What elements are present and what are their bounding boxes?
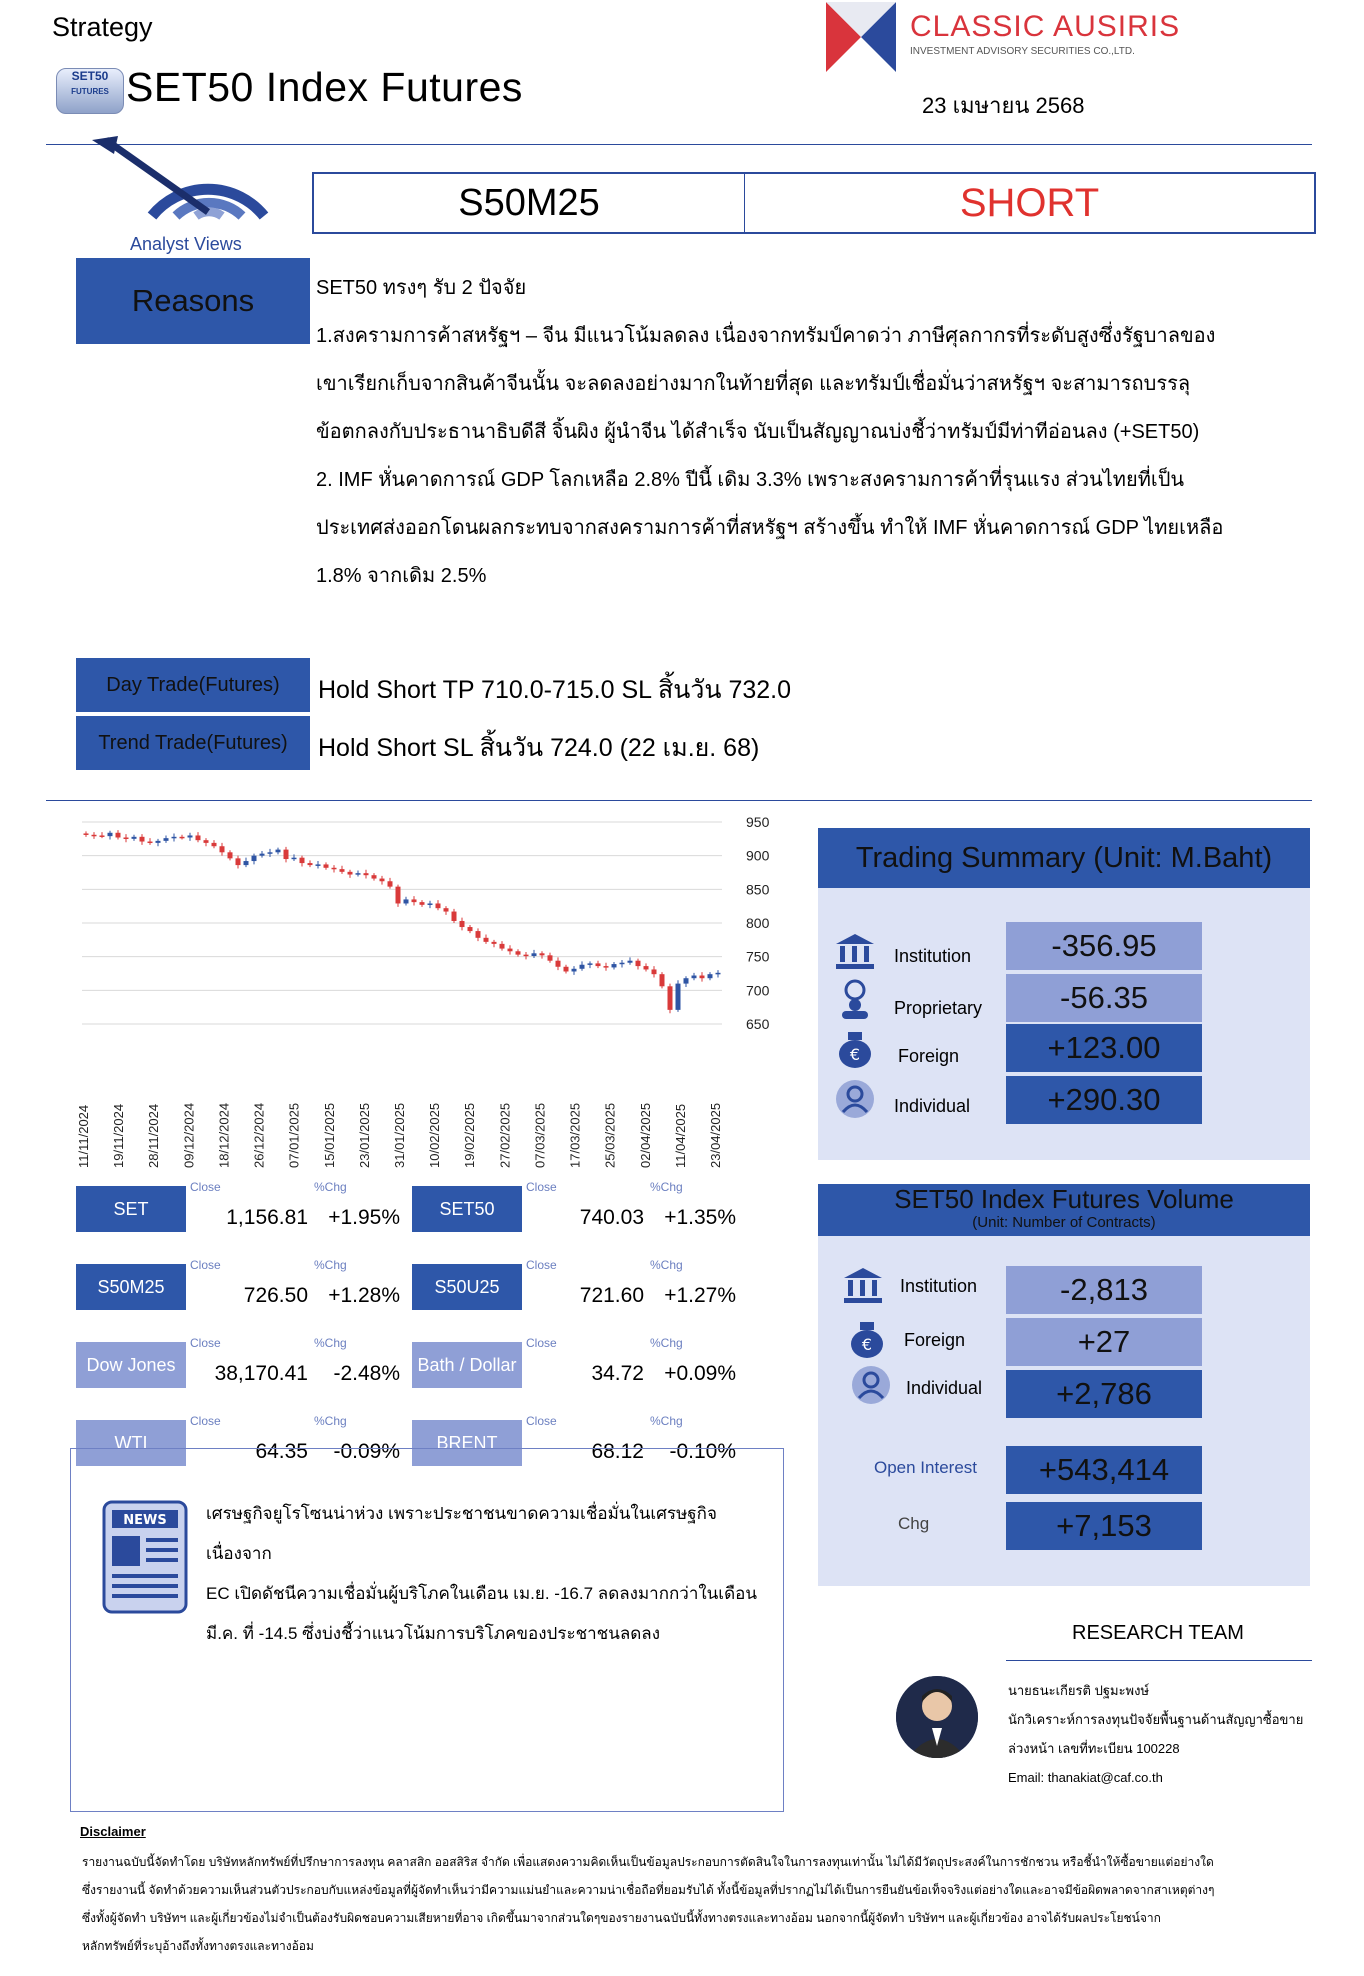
close-value: 64.35 bbox=[255, 1440, 308, 1463]
open-interest-value: +543,414 bbox=[1006, 1446, 1202, 1494]
market-name-brent: BRENT bbox=[412, 1420, 522, 1466]
candle-body bbox=[588, 963, 593, 965]
reason-line: 1.8% จากเดิม 2.5% bbox=[316, 565, 487, 587]
x-tick-label: 18/12/2024 bbox=[216, 1102, 232, 1168]
candle-body bbox=[308, 863, 313, 865]
market-name-s50u25: S50U25 bbox=[412, 1264, 522, 1310]
y-tick-label: 850 bbox=[746, 881, 770, 898]
oi-chg-label: Chg bbox=[898, 1514, 930, 1533]
candle-body bbox=[540, 953, 545, 955]
candle-body bbox=[116, 833, 121, 838]
trading-summary-panel bbox=[818, 828, 1310, 1160]
candle-body bbox=[380, 879, 385, 882]
x-tick-label: 07/03/2025 bbox=[532, 1102, 548, 1168]
logo-text: SET50 bbox=[71, 69, 109, 83]
candle-body bbox=[324, 864, 329, 867]
candle-body bbox=[156, 841, 161, 843]
reason-line: SET50 ทรงๆ รับ 2 ปัจจัย bbox=[316, 277, 527, 299]
x-tick-label: 23/01/2025 bbox=[356, 1102, 372, 1168]
candle-body bbox=[484, 938, 489, 942]
ts-row-value: +123.00 bbox=[1006, 1024, 1202, 1072]
candle-body bbox=[252, 856, 257, 861]
candle-body bbox=[716, 973, 721, 975]
candle-body bbox=[660, 974, 665, 986]
candle-body bbox=[388, 881, 393, 886]
futures-volume-title: SET50 Index Futures Volume bbox=[894, 1184, 1234, 1214]
news-icon-label: NEWS bbox=[123, 1513, 167, 1528]
ts-row-label: Foreign bbox=[898, 1046, 960, 1066]
ts-row-value: -356.95 bbox=[1006, 922, 1202, 970]
x-tick-label: 23/04/2025 bbox=[708, 1102, 723, 1168]
candle-body bbox=[372, 875, 377, 878]
chg-value: +1.27% bbox=[664, 1284, 736, 1307]
market-name-set: SET bbox=[76, 1186, 186, 1232]
set50-price-chart bbox=[70, 812, 790, 1172]
x-tick-label: 15/01/2025 bbox=[321, 1102, 337, 1168]
disclaimer-line: รายงานฉบับนี้จัดทำโดย บริษัทหลักทรัพย์ที่ปรึกษาการลงทุน คลาสสิก ออสสิริส จำกัด เพื่อแสดงความคิดเห็นเป็นข้อมูลประกอบการตัดสินใจในการลงทุนเท่านั้น ไม่ได้มีวัตถุประสงค์ในการชักชวน หรือชี้นำให้ซื้อขายแต่อย่างใด bbox=[82, 1855, 1214, 1869]
trading-summary-title: Trading Summary (Unit: M.Baht) bbox=[818, 828, 1310, 888]
news-line: มี.ค. ที่ -14.5 ซึ่งบ่งชี้ว่าแนวโน้มการบริโภคของประชาชนลดลง bbox=[206, 1624, 660, 1643]
disclaimer-line: หลักทรัพย์ที่ระบุอ้างถึงทั้งทางตรงและทางอ้อม bbox=[82, 1939, 314, 1953]
candle-body bbox=[108, 833, 113, 836]
chg-value: +0.09% bbox=[664, 1362, 736, 1385]
ts-row-label: Institution bbox=[894, 946, 972, 966]
x-tick-label: 02/04/2025 bbox=[637, 1102, 653, 1168]
analyst-role: ล่วงหน้า เลขที่ทะเบียน 100228 bbox=[1008, 1741, 1180, 1756]
x-tick-label: 25/03/2025 bbox=[602, 1102, 618, 1168]
candle-body bbox=[628, 961, 633, 963]
candle-body bbox=[188, 835, 193, 837]
candle-body bbox=[692, 976, 697, 979]
y-tick-label: 800 bbox=[746, 915, 770, 931]
chg-value: +1.28% bbox=[328, 1284, 400, 1307]
close-value: 38,170.41 bbox=[214, 1362, 308, 1385]
candle-body bbox=[340, 869, 345, 872]
reasons-label: Reasons bbox=[76, 258, 310, 344]
newspaper-icon bbox=[100, 1498, 190, 1616]
candle-body bbox=[92, 835, 97, 837]
close-caption: Close bbox=[526, 1258, 557, 1272]
chg-value: -2.48% bbox=[333, 1362, 400, 1385]
brand-subtitle: INVESTMENT ADVISORY SECURITIES CO.,LTD. bbox=[910, 46, 1135, 57]
chg-caption: %Chg bbox=[650, 1414, 683, 1428]
svg-text:€: € bbox=[849, 1045, 861, 1064]
ts-row-value: -56.35 bbox=[1006, 974, 1202, 1022]
foreign-money-icon bbox=[846, 1318, 888, 1360]
close-value: 68.12 bbox=[591, 1440, 644, 1463]
x-tick-label: 26/12/2024 bbox=[251, 1102, 267, 1168]
candle-body bbox=[604, 966, 609, 968]
candle-body bbox=[132, 837, 137, 839]
candle-body bbox=[620, 963, 625, 965]
page-title: SET50 Index Futures bbox=[126, 64, 523, 110]
y-tick-label: 950 bbox=[746, 814, 770, 830]
candle-body bbox=[684, 978, 689, 983]
vol-row-label: Individual bbox=[906, 1378, 983, 1398]
candle-body bbox=[580, 965, 585, 969]
candle-body bbox=[436, 903, 441, 908]
individual-icon bbox=[850, 1364, 892, 1406]
candle-body bbox=[140, 837, 145, 842]
x-tick-label: 10/02/2025 bbox=[427, 1102, 443, 1168]
analyst-avatar bbox=[896, 1676, 978, 1758]
candle-body bbox=[356, 873, 361, 875]
trend-trade-value: Hold Short SL สิ้นวัน 724.0 (22 เม.ย. 68) bbox=[318, 734, 760, 762]
candle-body bbox=[172, 837, 177, 839]
candle-body bbox=[572, 969, 577, 972]
candle-body bbox=[276, 850, 281, 853]
candle-body bbox=[212, 843, 217, 846]
candle-body bbox=[204, 840, 209, 843]
vol-row-value: +27 bbox=[1006, 1318, 1202, 1366]
oi-chg-value: +7,153 bbox=[1006, 1502, 1202, 1550]
x-tick-label: 07/01/2025 bbox=[286, 1102, 302, 1168]
disclaimer-text bbox=[82, 1848, 1332, 1960]
candle-body bbox=[84, 833, 89, 835]
chg-caption: %Chg bbox=[314, 1414, 347, 1428]
y-tick-label: 900 bbox=[746, 847, 770, 864]
market-name-wti: WTI bbox=[76, 1420, 186, 1466]
trend-trade-label: Trend Trade(Futures) bbox=[76, 716, 310, 770]
set50-logo: SET50 FUTURES bbox=[56, 68, 124, 114]
signal-box bbox=[312, 172, 1316, 234]
vol-row-label: Institution bbox=[900, 1276, 978, 1296]
close-value: 1,156.81 bbox=[226, 1206, 308, 1229]
candle-body bbox=[556, 961, 561, 967]
close-caption: Close bbox=[526, 1336, 557, 1350]
contract-code: S50M25 bbox=[314, 174, 745, 232]
vol-row-label: Foreign bbox=[904, 1330, 966, 1350]
target-icon bbox=[92, 136, 272, 228]
candle-body bbox=[700, 976, 705, 979]
candle-body bbox=[196, 835, 201, 840]
candle-body bbox=[148, 842, 153, 844]
research-team-title: RESEARCH TEAM bbox=[1072, 1622, 1244, 1644]
market-name-dow-jones: Dow Jones bbox=[76, 1342, 186, 1388]
candle-body bbox=[164, 838, 169, 841]
x-tick-label: 11/04/2025 bbox=[672, 1103, 688, 1168]
y-tick-label: 650 bbox=[746, 1016, 770, 1032]
futures-volume-unit: (Unit: Number of Contracts) bbox=[972, 1214, 1156, 1231]
reason-line: เขาเรียกเก็บจากสินค้าจีนนั้น จะลดลงอย่างมากในท้ายที่สุด และทรัมป์เชื่อมั่นว่าสหรัฐฯ จะสามารถบรรลุ bbox=[316, 373, 1191, 395]
candle-body bbox=[348, 872, 353, 875]
futures-volume-header bbox=[818, 1184, 1310, 1236]
reason-line: ประเทศส่งออกโดนผลกระทบจากสงครามการค้าที่สหรัฐฯ สร้างขึ้น ทำให้ IMF หั่นคาดการณ์ GDP ไทยเหลือ bbox=[316, 517, 1224, 539]
candle-body bbox=[476, 931, 481, 938]
x-tick-label: 31/01/2025 bbox=[392, 1102, 407, 1168]
close-value: 34.72 bbox=[591, 1362, 644, 1385]
x-tick-label: 09/12/2024 bbox=[181, 1102, 197, 1168]
candle-body bbox=[452, 912, 457, 921]
ts-row-label: Proprietary bbox=[894, 998, 983, 1018]
news-line: EC เปิดดัชนีความเชื่อมั่นผู้บริโภคในเดือน เม.ย. -16.7 ลดลงมากกว่าในเดือน bbox=[206, 1584, 757, 1603]
chg-caption: %Chg bbox=[650, 1180, 683, 1194]
candle-body bbox=[524, 955, 529, 957]
market-name-bath-dollar: Bath / Dollar bbox=[412, 1342, 522, 1388]
close-caption: Close bbox=[190, 1336, 221, 1350]
x-tick-label: 28/11/2024 bbox=[146, 1103, 162, 1168]
candle-body bbox=[396, 887, 401, 904]
candle-body bbox=[428, 903, 433, 905]
close-caption: Close bbox=[526, 1414, 557, 1428]
x-tick-label: 19/11/2024 bbox=[111, 1103, 127, 1168]
candle-body bbox=[100, 835, 105, 837]
candle-body bbox=[180, 837, 185, 839]
close-value: 726.50 bbox=[243, 1284, 308, 1307]
reason-line: 1.สงครามการค้าสหรัฐฯ – จีน มีแนวโน้มลดลง เนื่องจากทรัมป์คาดว่า ภาษีศุลกากรที่ระดับสูงซึ่งรัฐบาลของ bbox=[316, 325, 1216, 347]
candle-body bbox=[260, 854, 265, 856]
close-caption: Close bbox=[190, 1414, 221, 1428]
candle-body bbox=[492, 942, 497, 944]
candle-body bbox=[244, 861, 249, 865]
candle-body bbox=[236, 858, 241, 865]
candle-body bbox=[220, 846, 225, 852]
candle-body bbox=[284, 850, 289, 859]
candle-body bbox=[404, 899, 409, 903]
proprietary-icon bbox=[834, 978, 876, 1020]
candle-body bbox=[124, 837, 129, 839]
reasons-text bbox=[316, 264, 1316, 600]
svg-text:€: € bbox=[861, 1335, 873, 1354]
market-name-s50m25: S50M25 bbox=[76, 1264, 186, 1310]
ts-row-value: +290.30 bbox=[1006, 1076, 1202, 1124]
close-value: 740.03 bbox=[579, 1206, 644, 1229]
disclaimer-line: ซึ่งรายงานนี้ จัดทำด้วยความเห็นส่วนตัวประกอบกับแหล่งข้อมูลที่ผู้จัดทำเห็นว่ามีความแม่นยำและความน่าเชื่อถือที่ยอมรับได้ ทั้งนี้ข้อมูลที่ปรากฏไม่ได้เป็นการยืนยันข้อเท็จจริงแต่อย่างใดและอาจมีข้อผิดพลาดจากสาเหตุต่างๆ bbox=[82, 1883, 1215, 1897]
candle-body bbox=[412, 899, 417, 902]
chg-caption: %Chg bbox=[314, 1180, 347, 1194]
candle-body bbox=[508, 949, 513, 952]
individual-icon bbox=[834, 1078, 876, 1120]
analyst-role: นักวิเคราะห์การลงทุนปัจจัยพื้นฐานด้านสัญญาซื้อขาย bbox=[1008, 1712, 1304, 1727]
candle-body bbox=[332, 868, 337, 870]
chg-value: +1.95% bbox=[328, 1206, 400, 1229]
candle-body bbox=[444, 908, 449, 911]
news-text bbox=[206, 1494, 776, 1654]
candle-body bbox=[468, 927, 473, 931]
strategy-label: Strategy bbox=[52, 12, 153, 42]
y-tick-label: 700 bbox=[746, 982, 770, 999]
candle-body bbox=[292, 858, 297, 860]
close-caption: Close bbox=[190, 1258, 221, 1272]
analyst-views-label: Analyst Views bbox=[130, 234, 242, 254]
open-interest-label: Open Interest bbox=[874, 1458, 978, 1477]
disclaimer-title: Disclaimer bbox=[80, 1824, 146, 1839]
candle-body bbox=[316, 864, 321, 866]
day-trade-label: Day Trade(Futures) bbox=[76, 658, 310, 712]
brand-logo-icon bbox=[826, 2, 896, 72]
x-tick-label: 17/03/2025 bbox=[567, 1102, 583, 1168]
y-tick-label: 750 bbox=[746, 948, 770, 965]
candle-body bbox=[268, 852, 273, 854]
futures-volume-panel bbox=[818, 1184, 1310, 1586]
chg-caption: %Chg bbox=[650, 1258, 683, 1272]
chg-value: -0.10% bbox=[669, 1440, 736, 1463]
position-signal: SHORT bbox=[959, 181, 1100, 225]
analyst-email[interactable]: Email: thanakiat@caf.co.th bbox=[1008, 1770, 1163, 1785]
brand-name: CLASSIC AUSIRIS bbox=[910, 10, 1181, 43]
analyst-name: นายธนะเกียรติ ปฐมะพงษ์ bbox=[1008, 1683, 1150, 1698]
candle-body bbox=[500, 944, 505, 949]
candle-body bbox=[564, 967, 569, 972]
candle-body bbox=[420, 902, 425, 905]
report-date: 23 เมษายน 2568 bbox=[922, 93, 1085, 118]
candle-body bbox=[548, 955, 553, 960]
ts-row-label: Individual bbox=[894, 1096, 971, 1116]
reason-line: ข้อตกลงกับประธานาธิบดีสี จิ้นผิง ผู้นำจีน ได้สำเร็จ นับเป็นสัญญาณบ่งชี้ว่าทรัมป์มีท่าทีอ่อนลง (+SET50) bbox=[316, 421, 1200, 443]
candle-body bbox=[596, 963, 601, 966]
candle-body bbox=[668, 986, 673, 1010]
candle-body bbox=[516, 951, 521, 954]
candle-body bbox=[676, 984, 681, 1010]
candle-body bbox=[228, 852, 233, 858]
disclaimer-line: ซึ่งทั้งผู้จัดทำ บริษัทฯ และผู้เกี่ยวข้องไม่จำเป็นต้องรับผิดชอบความเสียหายที่อาจ เกิดขึ้นมาจากส่วนใดๆของรายงานฉบับนี้ทั้งทางตรงและทางอ้อม นอกจากนี้ผู้จัดทำ บริษัทฯ และผู้เกี่ยวข้อง อาจได้รับผลประโยชน์จาก bbox=[82, 1911, 1161, 1925]
institution-icon bbox=[834, 930, 876, 972]
candle-body bbox=[532, 953, 537, 956]
x-tick-label: 19/02/2025 bbox=[462, 1102, 478, 1168]
close-caption: Close bbox=[190, 1180, 221, 1194]
day-trade-value: Hold Short TP 710.0-715.0 SL สิ้นวัน 732.0 bbox=[318, 676, 792, 704]
analyst-info bbox=[1008, 1676, 1318, 1792]
institution-icon bbox=[842, 1264, 884, 1306]
candle-body bbox=[460, 921, 465, 927]
x-tick-label: 11/11/2024 bbox=[76, 1104, 91, 1168]
news-line: เศรษฐกิจยูโรโซนน่าห่วง เพราะประชาชนขาดความเชื่อมั่นในเศรษฐกิจ เนื่องจาก bbox=[206, 1504, 717, 1563]
candle-body bbox=[644, 966, 649, 969]
reason-line: 2. IMF หั่นคาดการณ์ GDP โลกเหลือ 2.8% ปีนี้ เดิม 3.3% เพราะสงครามการค้าที่รุนแรง ส่วนไทยที่เป็น bbox=[316, 469, 1185, 491]
candle-body bbox=[300, 858, 305, 863]
candle-body bbox=[636, 961, 641, 966]
close-caption: Close bbox=[526, 1180, 557, 1194]
foreign-money-icon bbox=[834, 1028, 876, 1070]
chg-value: +1.35% bbox=[664, 1206, 736, 1229]
candle-body bbox=[612, 964, 617, 967]
vol-row-value: -2,813 bbox=[1006, 1266, 1202, 1314]
chg-caption: %Chg bbox=[650, 1336, 683, 1350]
chg-caption: %Chg bbox=[314, 1336, 347, 1350]
candle-body bbox=[708, 974, 713, 978]
candle-body bbox=[652, 969, 657, 974]
x-tick-label: 27/02/2025 bbox=[497, 1102, 513, 1168]
candle-body bbox=[364, 873, 369, 875]
close-value: 721.60 bbox=[579, 1284, 644, 1307]
vol-row-value: +2,786 bbox=[1006, 1370, 1202, 1418]
chg-caption: %Chg bbox=[314, 1258, 347, 1272]
market-name-set50: SET50 bbox=[412, 1186, 522, 1232]
chg-value: -0.09% bbox=[333, 1440, 400, 1463]
